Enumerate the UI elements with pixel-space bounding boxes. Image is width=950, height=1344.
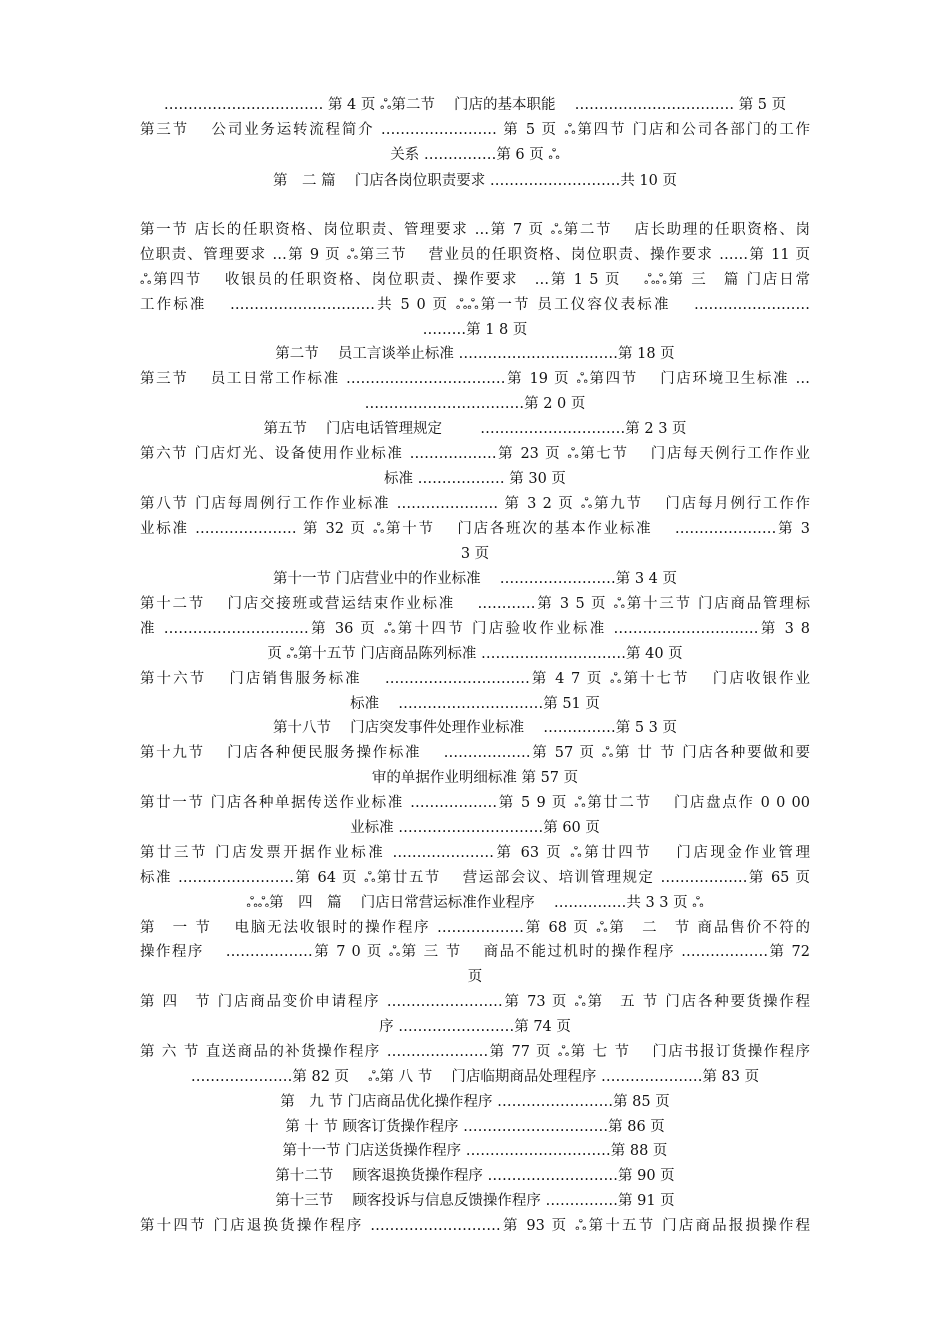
toc-line: 第八节 门店每周例行工作作业标准 ………………… 第 3 2 页 ஃ第九节 门店每月例行工作作 (140, 496, 810, 512)
toc-line: 位职责、管理要求 …第 9 页 ஃ第三节 营业员的任职资格、岗位职责、操作要求 ……第 11 页 (140, 247, 810, 263)
toc-line: 序 ……………………第 74 页 (379, 1019, 571, 1035)
toc-line: 第六节 门店灯光、设备使用作业标准 ………………第 23 页 ஃ第七节 门店每天例行工作作业 (140, 446, 810, 462)
toc-line: 第 二 篇 门店各岗位职责要求 ………………………共 10 页 (273, 173, 677, 189)
toc-line: 第三节 公司业务运转流程简介 …………………… 第 5 页 ஃ第四节 门店和公司各部门的工作 (140, 122, 810, 138)
toc-line: 第 十 节 顾客订货操作程序 …………………………第 86 页 (285, 1119, 665, 1135)
toc-line: 第十二节 顾客退换货操作程序 ………………………第 90 页 (275, 1168, 675, 1184)
toc-line: …………………………… 第 4 页 ஃ第二节 门店的基本职能 …………………………… 第 5 页 (163, 97, 787, 113)
toc-line: 第十一节 门店营业中的作业标准 ……………………第 3 4 页 (273, 571, 677, 587)
toc-line: 第十三节 顾客投诉与信息反馈操作程序 ……………第 91 页 (275, 1193, 675, 1209)
toc-line: 业标准 ………………… 第 32 页 ஃ第十节 门店各班次的基本作业标准 …………………第 3 (140, 521, 810, 537)
toc-line: 标准 ……………………第 64 页 ஃ第廿五节 营运部会议、培训管理规定 ………………第 65 页 (140, 870, 810, 886)
toc-line: 审的单据作业明细标准 第 57 页 (371, 770, 579, 786)
toc-line: 第 九 节 门店商品优化操作程序 ……………………第 85 页 (280, 1094, 670, 1110)
toc-line: 第十六节 门店销售服务标准 …………………………第 4 7 页 ஃ第十七节 门店收银作业 (140, 671, 810, 687)
toc-line: 标准 …………………………第 51 页 (350, 696, 600, 712)
toc-line: 第五节 门店电话管理规定 …………………………第 2 3 页 (263, 421, 687, 437)
toc-line: 第十四节 门店退换货操作程序 ………………………第 93 页 ஃ第十五节 门店商品报损操作程 (140, 1218, 810, 1234)
toc-line: 页 (467, 969, 483, 985)
toc-line: 第二节 员工言谈举止标准 ……………………………第 18 页 (275, 346, 675, 362)
toc-line: ஃ第四节 收银员的任职资格、岗位职责、操作要求 …第 1 5 页 ஃஃ第 三 篇 门店日常 (140, 272, 810, 288)
toc-line: 第十九节 门店各种便民服务操作标准 ………………第 57 页 ஃ第 廿 节 门店各种要做和要 (140, 745, 810, 761)
toc-line: 第十一节 门店送货操作程序 …………………………第 88 页 (282, 1143, 668, 1159)
toc-line: 标准 ……………… 第 30 页 (384, 471, 566, 487)
toc-line: 工作标准 …………………………共 5 0 页 ஃஃ第一节 员工仪容仪表标准 …………………… (140, 297, 810, 313)
toc-line: 页 ஃ第十五节 门店商品陈列标准 …………………………第 40 页 (267, 646, 683, 662)
toc-line: 操作程序 ………………第 7 0 页 ஃ第 三 节 商品不能过机时的操作程序 ………………第 72 (140, 944, 810, 960)
toc-line: 第 一 节 电脑无法收银时的操作程序 ………………第 68 页 ஃ第 二 节 商品售价不符的 (140, 920, 810, 936)
toc-line: 第十八节 门店突发事件处理作业标准 ……………第 5 3 页 (273, 720, 677, 736)
toc-line: …………………第 82 页 ஃ第 八 节 门店临期商品处理程序 …………………第 83 页 (190, 1069, 760, 1085)
toc-line: ……………………………第 2 0 页 (364, 396, 586, 412)
toc-line: 业标准 …………………………第 60 页 (350, 820, 600, 836)
toc-line: 第廿三节 门店发票开据作业标准 …………………第 63 页 ஃ第廿四节 门店现金作业管理 (140, 845, 810, 861)
toc-line: 第一节 店长的任职资格、岗位职责、管理要求 …第 7 页 ஃ第二节 店长助理的任职资格、岗 (140, 222, 810, 238)
toc-line: ஃஃ第 四 篇 门店日常营运标准作业程序 ……………共 3 3 页 ஃ (246, 895, 704, 911)
toc-line: 第 四 节 门店商品变价申请程序 ……………………第 73 页 ஃ第 五 节 门店各种要货操作程 (140, 994, 810, 1010)
toc-line: 第 六 节 直送商品的补货操作程序 …………………第 77 页 ஃ第 七 节 门店书报订货操作程序 (140, 1044, 810, 1060)
toc-line: 准 …………………………第 36 页 ஃ第十四节 门店验收作业标准 …………………………第 3 8 (140, 621, 810, 637)
toc-line: 第廿一节 门店各种单据传送作业标准 ………………第 5 9 页 ஃ第廿二节 门店盘点作 0 0 00 (140, 795, 810, 811)
toc-line: 3 页 (460, 546, 490, 562)
toc-line: ………第 1 8 页 (422, 322, 528, 338)
toc-line: 第三节 员工日常工作标准 ……………………………第 19 页 ஃ第四节 门店环境卫生标准 … (140, 371, 810, 387)
toc-line: 第十二节 门店交接班或营运结束作业标准 …………第 3 5 页 ஃ第十三节 门店商品管理标 (140, 596, 810, 612)
toc-line: 关系 ……………第 6 页 ஃ (390, 147, 560, 163)
